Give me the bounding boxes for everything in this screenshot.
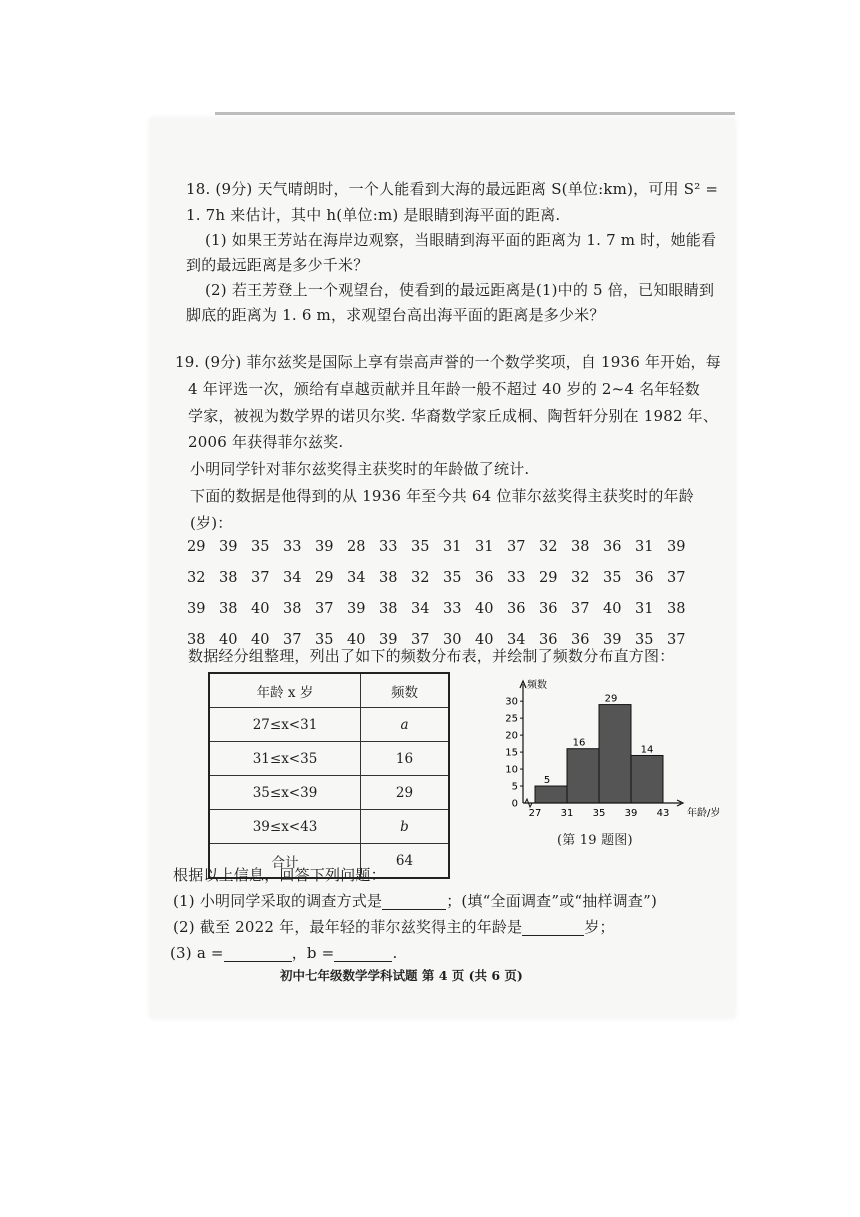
age-value: 30: [443, 632, 462, 648]
age-value: 37: [667, 632, 686, 648]
age-value: 37: [315, 601, 334, 617]
age-value: 36: [603, 539, 622, 555]
table-row-range: 27≤x<31: [209, 708, 361, 742]
age-value: 36: [571, 632, 590, 648]
sub-question-1: [173, 892, 657, 910]
age-value: 38: [219, 601, 238, 617]
age-value: 37: [251, 570, 270, 586]
q18-line4: 到的最远距离是多少千米？: [186, 256, 369, 274]
age-value: 38: [283, 601, 302, 617]
age-value: 39: [379, 632, 398, 648]
age-value: 40: [251, 632, 270, 648]
age-value: 32: [539, 539, 558, 555]
age-value: 34: [283, 570, 302, 586]
y-tick-label: 5: [511, 781, 518, 793]
age-value: 35: [635, 632, 654, 648]
answer-blank-2: [522, 919, 584, 936]
q19-line1: 19. (9分) 菲尔兹奖是国际上享有崇高声誉的一个数学奖项，自 1936 年开始，每: [175, 353, 721, 371]
sub1-hint: ；(填“全面调查”或“抽样调查”): [446, 892, 657, 910]
age-value: 37: [667, 570, 686, 586]
q18-line1: 18. (9分) 天气晴朗时，一个人能看到大海的最远距离 S(单位:km)，可用 S² =: [186, 180, 719, 198]
age-value: 37: [571, 601, 590, 617]
q19-line4: 2006 年获得菲尔兹奖.: [188, 433, 344, 451]
age-value: 31: [635, 601, 654, 617]
age-value: 37: [411, 632, 430, 648]
q19-line6: 下面的数据是他得到的从 1936 年至今共 64 位菲尔兹奖得主获奖时的年龄: [190, 487, 694, 505]
age-value: 31: [443, 539, 462, 555]
q18-line2: 1. 7h 来估计，其中 h(单位:m) 是眼睛到海平面的距离.: [186, 206, 561, 224]
age-value: 32: [187, 570, 206, 586]
x-tick-label: 43: [656, 808, 670, 819]
age-value: 35: [315, 632, 334, 648]
age-value: 35: [411, 539, 430, 555]
q18-line3: (1) 如果王芳站在海岸边观察，当眼睛到海平面的距离为 1. 7 m 时，她能看: [205, 231, 717, 249]
age-value: 40: [251, 601, 270, 617]
sub-question-3: [170, 944, 397, 962]
q19-line7: (岁)：: [190, 514, 233, 532]
sub-question-2: [173, 918, 615, 936]
age-value: 36: [635, 570, 654, 586]
age-value: 40: [475, 601, 494, 617]
sub2-unit: 岁；: [584, 918, 615, 936]
age-value: 28: [347, 539, 366, 555]
y-tick-label: 10: [505, 764, 518, 776]
age-value: 35: [603, 570, 622, 586]
y-tick-label: 25: [505, 713, 518, 725]
frequency-histogram: [495, 676, 720, 826]
histogram-bar: [631, 755, 663, 803]
age-value: 36: [475, 570, 494, 586]
answer-prompt: 根据以上信息，回答下列问题：: [173, 866, 386, 884]
q19-line3: 学家，被视为数学界的诺贝尔奖. 华裔数学家丘成桐、陶哲轩分别在 1982 年、: [188, 407, 719, 425]
page-footer: 初中七年级数学学科试题 第 4 页 (共 6 页): [280, 968, 523, 983]
age-value: 39: [347, 601, 366, 617]
bar-value-label: 5: [543, 775, 551, 787]
table-row-range: 39≤x<43: [209, 810, 361, 844]
age-value: 29: [187, 539, 206, 555]
age-value: 40: [219, 632, 238, 648]
x-tick-label: 31: [560, 808, 574, 819]
q19-line2: 4 年评选一次，颁给有卓越贡献并且年龄一般不超过 40 岁的 2~4 名年轻数: [188, 380, 700, 398]
table-total-label: 合计: [209, 844, 361, 879]
age-value: 29: [539, 570, 558, 586]
age-value: 36: [539, 632, 558, 648]
bar-value-label: 16: [572, 737, 586, 749]
age-value: 39: [219, 539, 238, 555]
age-value: 32: [411, 570, 430, 586]
table-row-freq: a: [361, 708, 450, 742]
age-value: 40: [347, 632, 366, 648]
age-value: 34: [411, 601, 430, 617]
sub3-a-label: (3) a =: [170, 944, 224, 962]
age-value: 31: [635, 539, 654, 555]
age-value: 35: [251, 539, 270, 555]
age-value: 38: [379, 570, 398, 586]
group-intro: 数据经分组整理，列出了如下的频数分布表，并绘制了频数分布直方图：: [188, 647, 675, 665]
age-value: 39: [667, 539, 686, 555]
answer-blank-b: [334, 945, 392, 962]
histogram-bar: [567, 749, 599, 803]
age-value: 36: [507, 601, 526, 617]
age-value: 32: [571, 570, 590, 586]
y-tick-label: 15: [505, 747, 518, 759]
bar-value-label: 14: [640, 744, 654, 756]
age-value: 37: [507, 539, 526, 555]
age-value: 40: [475, 632, 494, 648]
age-value: 34: [507, 632, 526, 648]
age-value: 35: [443, 570, 462, 586]
bar-value-label: 29: [604, 693, 618, 705]
x-tick-label: 35: [592, 808, 606, 819]
age-value: 39: [603, 632, 622, 648]
figure-caption: (第 19 题图): [557, 833, 633, 848]
sub2-text: (2) 截至 2022 年，最年轻的菲尔兹奖得主的年龄是: [173, 918, 523, 936]
histogram-bar: [599, 705, 631, 803]
page-top-edge: [215, 112, 735, 115]
age-data-grid: [187, 538, 707, 649]
q18-line5: (2) 若王芳登上一个观望台，使看到的最远距离是(1)中的 5 倍，已知眼睛到: [205, 281, 715, 299]
age-value: 34: [347, 570, 366, 586]
frequency-table: [208, 672, 450, 879]
age-value: 39: [187, 601, 206, 617]
x-tick-label: 39: [624, 808, 638, 819]
age-value: 38: [571, 539, 590, 555]
y-axis-label: 频数: [527, 680, 547, 691]
age-value: 33: [283, 539, 302, 555]
table-row-freq: b: [361, 810, 450, 844]
y-tick-label: 20: [505, 730, 518, 742]
sub1-text: (1) 小明同学采取的调查方式是: [173, 892, 383, 910]
age-value: 38: [219, 570, 238, 586]
age-value: 39: [315, 539, 334, 555]
age-value: 33: [379, 539, 398, 555]
y-tick-label: 30: [505, 696, 518, 708]
header-age: 年龄 x 岁: [209, 673, 361, 708]
age-value: 31: [475, 539, 494, 555]
age-value: 40: [603, 601, 622, 617]
answer-blank-a: [224, 945, 292, 962]
q18-line6: 脚底的距离为 1. 6 m，求观望台高出海平面的距离是多少米？: [186, 306, 605, 324]
age-value: 38: [667, 601, 686, 617]
x-tick-label: 27: [528, 808, 542, 819]
age-value: 36: [539, 601, 558, 617]
sub3-b-label: ，b =: [291, 944, 335, 962]
y-tick-label: 0: [511, 798, 518, 810]
table-row-freq: 29: [361, 776, 450, 810]
age-value: 33: [443, 601, 462, 617]
sub3-end: .: [392, 944, 398, 962]
table-row-freq: 16: [361, 742, 450, 776]
histogram-bar: [535, 786, 567, 803]
table-total-value: 64: [361, 844, 450, 879]
age-value: 33: [507, 570, 526, 586]
header-freq: 频数: [361, 673, 450, 708]
age-value: 38: [379, 601, 398, 617]
table-row-range: 31≤x<35: [209, 742, 361, 776]
age-value: 37: [283, 632, 302, 648]
answer-blank-1: [382, 893, 446, 910]
age-value: 38: [187, 632, 206, 648]
age-value: 29: [315, 570, 334, 586]
table-row-range: 35≤x<39: [209, 776, 361, 810]
x-axis-label: 年龄/岁: [687, 808, 720, 819]
q19-line5: 小明同学针对菲尔兹奖得主获奖时的年龄做了统计.: [190, 460, 530, 478]
